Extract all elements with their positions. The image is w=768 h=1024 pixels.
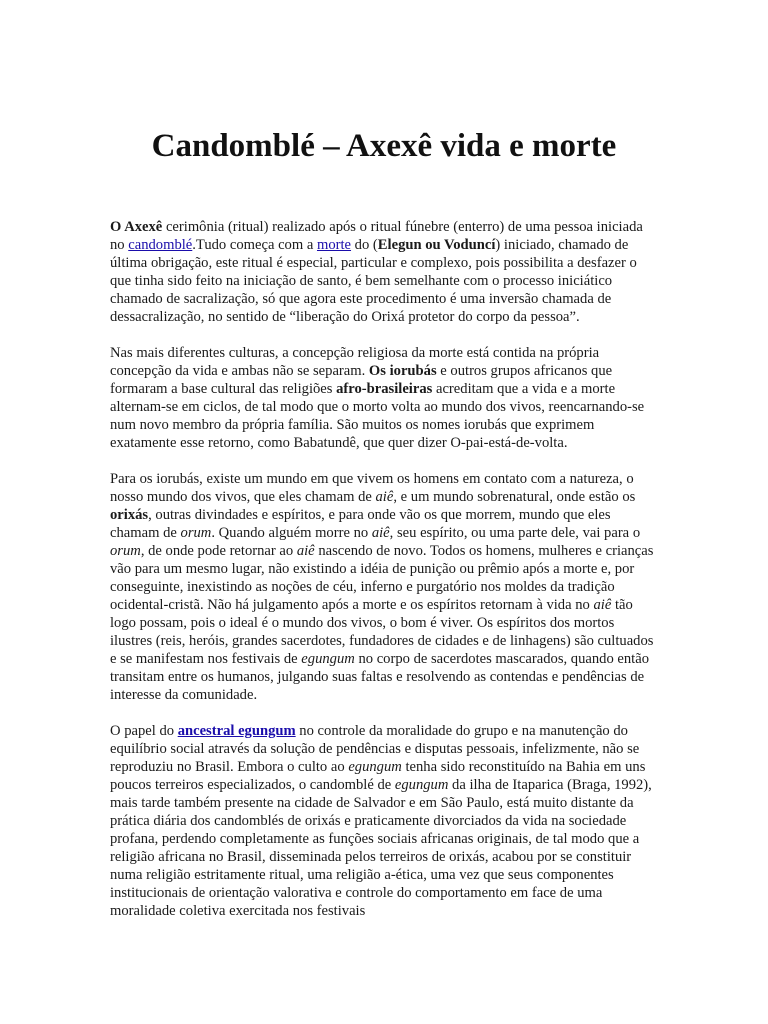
text: ) iniciado, chamado de última obrigação, este ritual é especial, particular e complexo, pois possibilita a desfazer o que tinha sido feito na iniciação de santo, é bem semelhante com o processo iniciático chamado de sacralização, só que agora este procedimento é uma inversão chamada de dessacralização, no sentido de “liberação do Orixá protetor do corpo da pessoa”. [110,237,637,325]
text: Nas mais diferentes culturas, a concepção religiosa da morte está contida na própria concepção da vida e ambas não se separam. [110,345,600,379]
paragraph-1 [110,218,660,326]
text: e outros grupos africanos que formaram a base cultural das religiões [110,363,613,397]
text: da ilha de Itaparica (Braga, 1992), mais tarde também presente na cidade de Salvador e em São Paulo, está muito distante da prática diária dos candomblés de orixás e praticamente divorciados da vida na sociedade profana, perdendo completamente as funções sociais africanas originais, de tal modo que a religião africana no Brasil, disseminada pelos terreiros de orixás, acabou por se constituir numa religião estritamente ritual, uma religião a-ética, uma vez que seus componentes institucionais de orientação valorativa e controle do comportamento em face de uma moralidade coletiva exercitada nos festivais [110,777,652,919]
morte-link[interactable]: morte [316,237,352,253]
text: , de onde pode retornar ao [140,543,297,559]
italic-text: egungum [348,759,402,775]
bold-text: afro-brasileiras [336,381,433,397]
text: no controle da moralidade do grupo e na manutenção do equilíbrio social através da solução de pendências e disputas pessoais, infelizmente, não se reproduziu no Brasil. Embora o culto ao [110,723,640,775]
text: cerimônia (ritual) realizado após o ritual fúnebre (enterro) de uma pessoa iniciada no [110,219,643,253]
text: no corpo de sacerdotes mascarados, quando então transitam entre os humanos, julgando suas faltas e resolvendo as contendas e pendências de interesse da comunidade. [110,651,650,703]
italic-text: aiê [375,489,394,505]
bold-text: O Axexê [110,219,163,235]
paragraph-3 [110,470,660,704]
bold-text: orixás [110,507,149,523]
bold-text: Elegun ou Voduncí [377,237,496,253]
text: , outras divindades e espíritos, e para onde vão os que morrem, mundo que eles chamam de [110,507,611,541]
italic-text: egungum [394,777,449,793]
document-title: Candomblé – Axexê vida e morte [151,128,617,164]
text: do ( [351,237,378,253]
italic-text: aiê [593,597,612,613]
candomble-link[interactable]: candomblé [128,237,193,253]
italic-text: orum [110,543,141,559]
text: tão logo possam, pois o ideal é o mundo dos vivos, o bom é viver. Os espíritos dos mortos ilustres (reis, heróis, grandes sacerdotes, fundadores de cidades e de linhagens) são cultuados e se manifestam nos festivais de [110,597,654,667]
bold-text: Os iorubás [368,363,437,379]
text: .Tudo começa com a [192,237,317,253]
text: , seu espírito, ou uma parte dele, vai para o [389,525,641,541]
text: tenha sido reconstituído na Bahia em uns poucos terreiros especializados, o candomblé de [110,759,646,793]
text: nascendo de novo. Todos os homens, mulheres e crianças vão para um mesmo lugar, não existindo a idéia de punição ou prêmio após a morte e, por conseguinte, inexistindo as noções de céu, inferno e purgatório nos moldes da tradição ocidental-cristã. Não há julgamento após a morte e os espíritos retornam à vida no [110,543,654,613]
italic-text: orum [180,525,212,541]
italic-text: aiê [371,525,390,541]
paragraph-2 [110,344,660,452]
document-body [110,218,660,938]
italic-text: aiê [296,543,315,559]
italic-text: egungum [301,651,355,667]
text: Para os iorubás, existe um mundo em que vivem os homens em contato com a natureza, o nosso mundo dos vivos, que eles chamam de [110,471,634,505]
text: O papel do [110,723,178,739]
ancestral-egungum-link[interactable]: ancestral egungum [177,723,296,739]
paragraph-4 [110,722,660,920]
text: acreditam que a vida e a morte alternam-se em ciclos, de tal modo que o morto volta ao mundo dos vivos, reencarnando-se num novo membro da própria família. São muitos os nomes iorubás que exprimem exatamente esse retorno, como Babatundê, que quer dizer O-pai-está-de-volta. [110,381,645,451]
text: , e um mundo sobrenatural, onde estão os [393,489,636,505]
text: . Quando alguém morre no [211,525,372,541]
